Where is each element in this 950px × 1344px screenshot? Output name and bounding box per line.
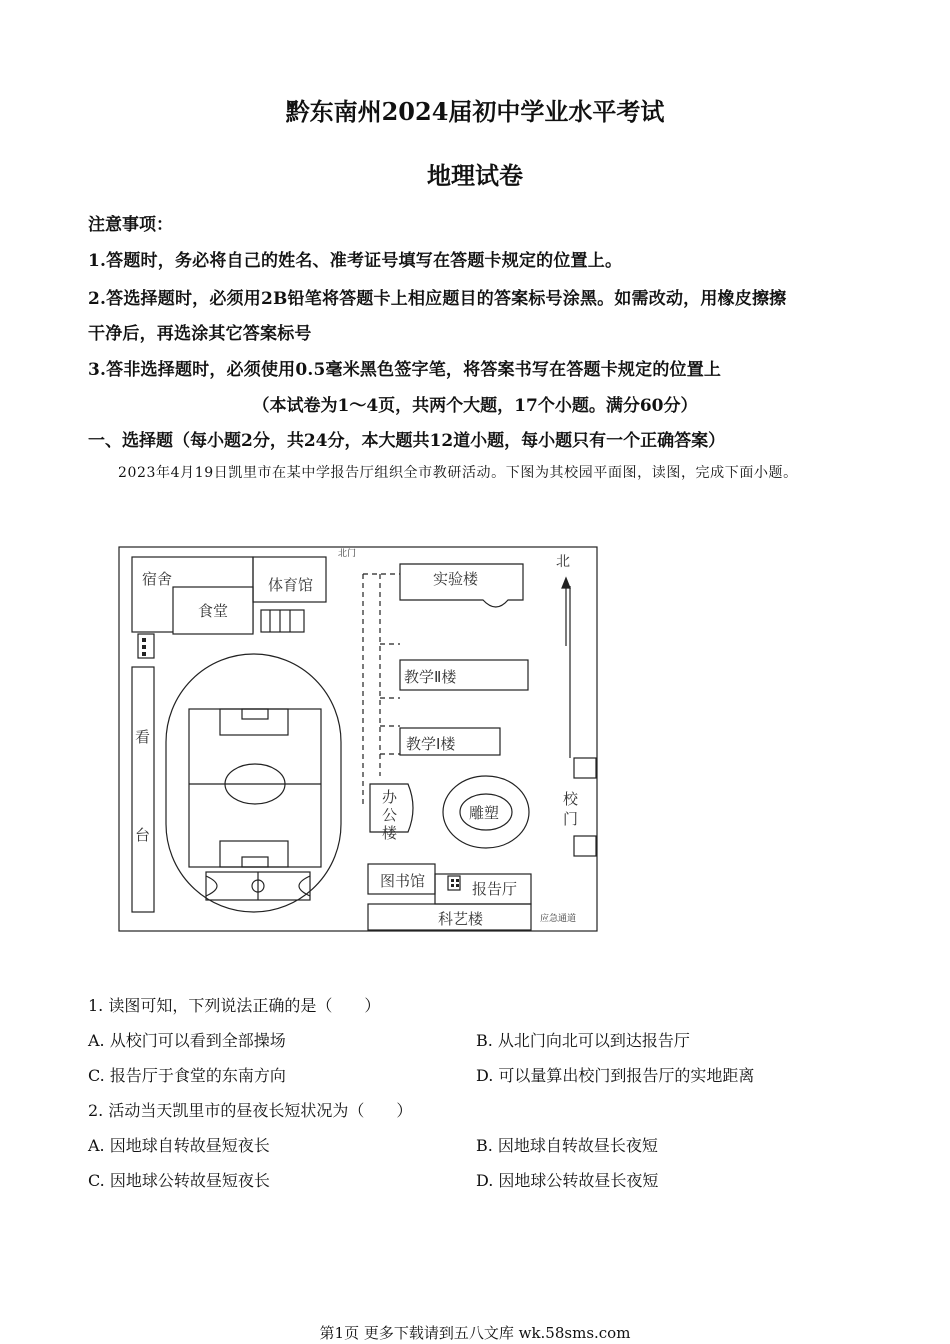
map-label: 科艺楼 — [438, 910, 484, 928]
map-label: 报告厅 — [472, 880, 518, 898]
grandstand — [132, 667, 154, 912]
school-gate-post — [574, 758, 596, 778]
map-label: 北 — [556, 554, 570, 570]
map-label: 应急通道 — [540, 914, 577, 924]
option-d[interactable]: D. 因地球公转故昼长夜短 — [476, 1171, 659, 1190]
map-label: 看 — [135, 728, 151, 746]
question-stem: 2. 活动当天凯里市的昼夜长短状况为（ ） — [88, 1101, 413, 1120]
map-label: 图书馆 — [380, 872, 426, 890]
map-label: 体育馆 — [268, 576, 314, 594]
note-item: 1.答题时，务必将自己的姓名、准考证号填写在答题卡规定的位置上。 — [88, 251, 623, 271]
page-footer: 第1页 更多下载请到五八文库 wk.58sms.com — [319, 1324, 631, 1342]
option-c[interactable]: C. 因地球公转故昼短夜长 — [88, 1171, 270, 1190]
option-b[interactable]: B. 从北门向北可以到达报告厅 — [476, 1031, 690, 1050]
section-heading: 一、选择题（每小题2分，共24分，本大题共12道小题，每小题只有一个正确答案） — [88, 431, 726, 451]
option-a[interactable]: A. 因地球自转故昼短夜长 — [88, 1136, 270, 1155]
map-label: 办 — [382, 788, 398, 806]
running-track — [166, 654, 341, 912]
map-label: 北门 — [338, 549, 357, 559]
map-label: 校 — [563, 790, 579, 808]
exam-subtitle: 地理试卷 — [427, 161, 523, 190]
exam-title: 黔东南州2024届初中学业水平考试 — [285, 97, 665, 126]
option-c[interactable]: C. 报告厅于食堂的东南方向 — [88, 1066, 286, 1085]
option-a[interactable]: A. 从校门可以看到全部操场 — [88, 1031, 286, 1050]
gym-steps — [261, 610, 304, 632]
map-label: 楼 — [382, 824, 398, 842]
map-label: 台 — [135, 826, 151, 844]
map-label: 宿舍 — [142, 570, 173, 588]
stairs-hall — [448, 876, 460, 890]
map-label: 实验楼 — [433, 570, 479, 588]
map-label: 公 — [382, 806, 398, 824]
map-label: 教学Ⅰ楼 — [406, 735, 456, 753]
question-stem: 1. 读图可知，下列说法正确的是（ ） — [88, 996, 381, 1015]
option-b[interactable]: B. 因地球自转故昼长夜短 — [476, 1136, 658, 1155]
football-field — [189, 709, 321, 867]
campus-map — [118, 546, 600, 936]
option-d[interactable]: D. 可以量算出校门到报告厅的实地距离 — [476, 1066, 755, 1085]
school-gate-post — [574, 836, 596, 856]
note-item: 干净后，再选涂其它答案标号 — [88, 324, 312, 344]
exam-summary: （本试卷为1～4页，共两个大题，17个小题。满分60分） — [252, 396, 698, 416]
map-label: 食堂 — [198, 602, 229, 620]
map-label: 雕塑 — [469, 804, 500, 822]
map-label: 门 — [563, 810, 579, 828]
note-item: 3.答非选择题时，必须使用0.5毫米黑色签字笔，将答案书写在答题卡规定的位置上 — [88, 360, 722, 380]
question-intro: 2023年4月19日凯里市在某中学报告厅组织全市教研活动。下图为其校园平面图，读图，完成下面小题。 — [118, 465, 798, 481]
map-label: 教学Ⅱ楼 — [404, 668, 457, 686]
notes-heading: 注意事项： — [88, 215, 173, 235]
note-item: 2.答选择题时，必须用2B铅笔将答题卡上相应题目的答案标号涂黑。如需改动，用橡皮擦擦 — [88, 289, 787, 309]
